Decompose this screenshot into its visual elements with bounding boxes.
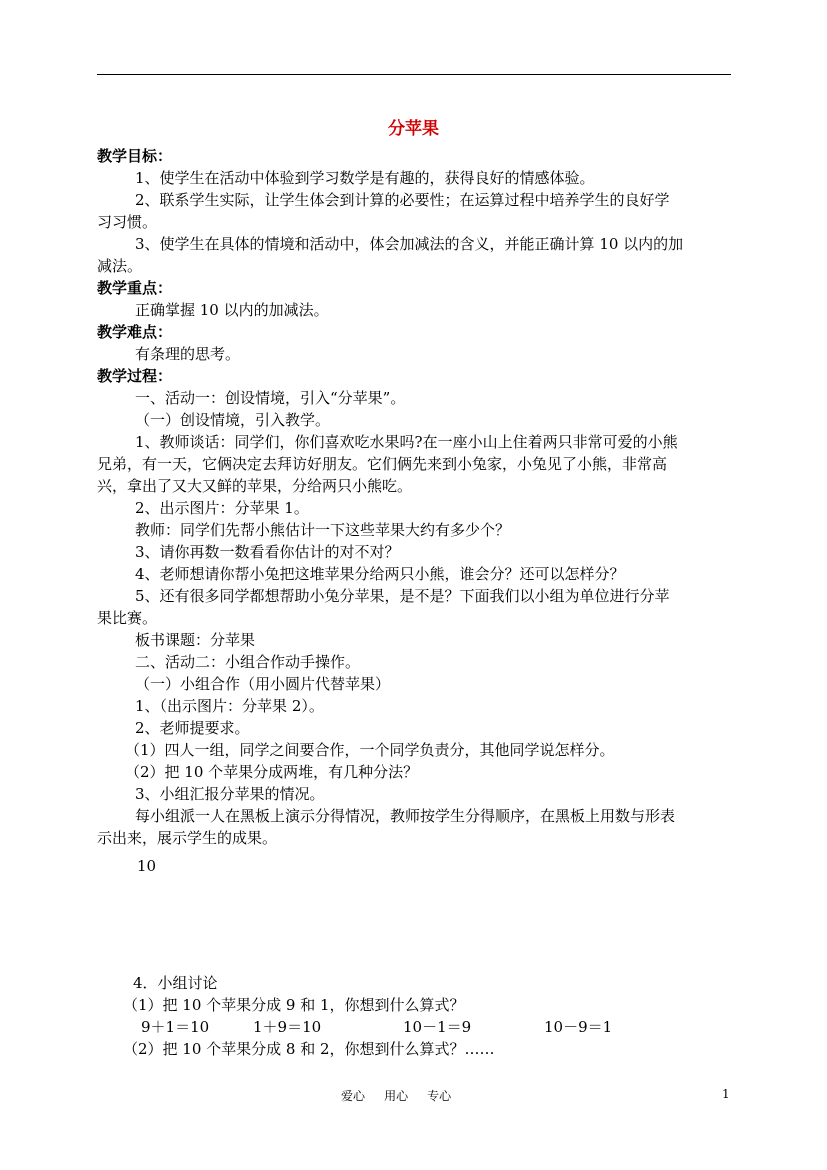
paragraph: （2）把 10 个苹果分成两堆，有几种分法？ <box>125 763 419 781</box>
paragraph: 2、老师提要求。 <box>135 719 250 737</box>
paragraph: 2、联系学生实际，让学生体会到计算的必要性；在运算过程中培养学生的良好学 <box>135 191 670 209</box>
formula: 9＋1＝10 <box>141 1018 210 1036</box>
section-heading-difficulty: 教学难点： <box>97 323 173 341</box>
paragraph: 一、活动一：创设情境，引入“分苹果”。 <box>135 389 406 407</box>
paragraph: 二、活动二：小组合作动手操作。 <box>135 653 361 671</box>
discussion-question: （2）把 10 个苹果分成 8 和 2，你想到什么算式？…… <box>123 1040 495 1058</box>
paragraph: （一）小组合作（用小圆片代替苹果） <box>135 675 391 693</box>
paragraph: 2、出示图片：分苹果 1。 <box>135 499 309 517</box>
paragraph: 板书课题：分苹果 <box>135 631 256 649</box>
formula: 10－1＝9 <box>403 1018 472 1036</box>
paragraph: 正确掌握 10 以内的加减法。 <box>135 301 329 319</box>
paragraph: 兴，拿出了又大又鲜的苹果，分给两只小熊吃。 <box>97 477 413 495</box>
formula: 1＋9＝10 <box>253 1018 322 1036</box>
paragraph: 示出来，展示学生的成果。 <box>97 829 278 847</box>
paragraph: 3、小组汇报分苹果的情况。 <box>135 785 325 803</box>
formula-row <box>133 1016 733 1038</box>
paragraph: 每小组派一人在黑板上演示分得情况，教师按学生分得顺序，在黑板上用数与形表 <box>135 807 676 825</box>
number-ten-label: 10 <box>137 857 157 875</box>
paragraph: （一）创设情境，引入教学。 <box>135 411 331 429</box>
footer-motto: 爱心 用心 专心 <box>341 1089 452 1103</box>
page-number: 1 <box>722 1087 730 1101</box>
paragraph: 1、教师谈话：同学们，你们喜欢吃水果吗?在一座小山上住着两只非常可爱的小熊 <box>135 433 678 451</box>
paragraph: 习习惯。 <box>97 213 158 231</box>
paragraph: 1、使学生在活动中体验到学习数学是有趣的，获得良好的情感体验。 <box>135 169 595 187</box>
section-heading-process: 教学过程： <box>97 367 173 385</box>
paragraph: 兄弟，有一天，它俩决定去拜访好朋友。它们俩先来到小兔家，小兔见了小熊，非常高 <box>97 455 668 473</box>
discussion-block <box>123 972 733 1060</box>
page-title: 分苹果 <box>388 119 439 139</box>
document-body <box>97 145 733 849</box>
paragraph: （1）四人一组，同学之间要合作，一个同学负责分，其他同学说怎样分。 <box>125 741 615 759</box>
section-heading-goals: 教学目标： <box>97 147 173 165</box>
header-rule <box>97 74 731 75</box>
section-heading-focus: 教学重点： <box>97 279 173 297</box>
paragraph: 3、使学生在具体的情境和活动中，体会加减法的含义，并能正确计算 10 以内的加 <box>135 235 684 253</box>
paragraph: 5、还有很多同学都想帮助小兔分苹果，是不是？下面我们以小组为单位进行分苹 <box>135 587 670 605</box>
paragraph: 果比赛。 <box>97 609 158 627</box>
discussion-question: （1）把 10 个苹果分成 9 和 1，你想到什么算式？ <box>123 996 465 1014</box>
paragraph: 3、请你再数一数看看你估计的对不对？ <box>135 543 400 561</box>
discussion-heading: 4．小组讨论 <box>133 974 218 992</box>
paragraph: 减法。 <box>97 257 143 275</box>
paragraph: 有条理的思考。 <box>135 345 241 363</box>
paragraph: 教师：同学们先帮小熊估计一下这些苹果大约有多少个？ <box>135 521 511 539</box>
paragraph: 1、（出示图片：分苹果 2）。 <box>135 697 324 715</box>
formula: 10－9＝1 <box>544 1018 613 1036</box>
paragraph: 4、老师想请你帮小兔把这堆苹果分给两只小熊，谁会分？还可以怎样分？ <box>135 565 625 583</box>
